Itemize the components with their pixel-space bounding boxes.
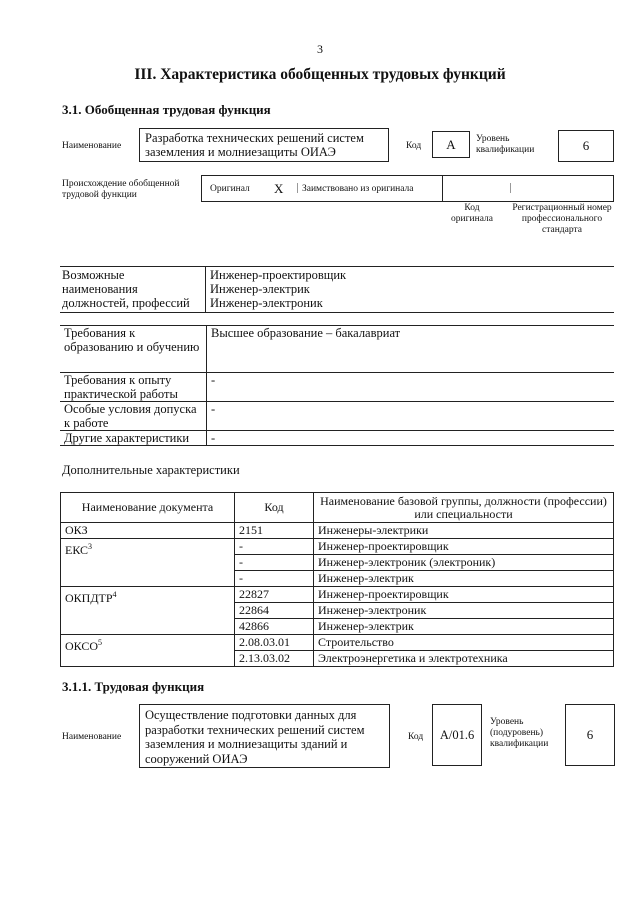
req-value: Высшее образование – бакалавриат (207, 326, 615, 373)
table-row (61, 523, 614, 539)
gtf-heading: 3.1. Обобщенная трудовая функция (62, 102, 271, 117)
doc-cell: ОКЗ (61, 523, 235, 539)
tf-name-value: Осуществление подготовки данных для разработки технических решений систем заземления и молниезащиты зданий и сооружений ОИАЭ (145, 708, 365, 766)
position-item: Инженер-электроник (210, 296, 323, 310)
name-cell: Инженер-проектировщик (314, 587, 614, 603)
req-value: - (207, 402, 615, 431)
code-cell: - (235, 571, 314, 587)
req-value: - (207, 431, 615, 446)
tf-level-label: Уровень (подуровень) квалификации (490, 717, 549, 749)
tf-code-label: Код (408, 732, 424, 742)
position-item: Инженер-проектировщик (210, 268, 347, 282)
name-cell: Инженер-электроник (электроник) (314, 555, 614, 571)
name-cell: Инженеры-электрики (314, 523, 614, 539)
gtf-level-box (558, 130, 614, 162)
positions-table (60, 266, 614, 313)
additional-heading: Дополнительные характеристики (62, 463, 240, 477)
tf-name-box (139, 704, 390, 768)
table-row (61, 635, 614, 651)
origin-table (201, 175, 614, 202)
req-label: Требования к образованию и обучению (60, 326, 207, 373)
tf-name-label: Наименование (62, 732, 122, 742)
col-name-header: Наименование базовой группы, должности (профессии) или специальности (314, 493, 614, 523)
borrowed-label: Заимствовано из оригинала (302, 184, 414, 194)
table-row (60, 402, 614, 431)
name-cell: Инженер-проектировщик (314, 539, 614, 555)
tf-code-box (432, 704, 482, 766)
doc-cell: ЕКС$^3$ (61, 539, 235, 587)
gtf-code-label: Код (406, 141, 422, 151)
gtf-code-value: A (446, 137, 456, 152)
table-row (60, 373, 614, 402)
req-label: Другие характеристики (60, 431, 207, 446)
code-cell: 42866 (235, 619, 314, 635)
code-cell: 2.13.03.02 (235, 651, 314, 667)
name-cell: Инженер-электрик (314, 571, 614, 587)
code-cell: 22864 (235, 603, 314, 619)
gtf-code-box (432, 131, 470, 158)
col-code-header: Код (235, 493, 314, 523)
name-cell: Электроэнергетика и электротехника (314, 651, 614, 667)
tf-code-value: A/01.6 (439, 728, 475, 742)
gtf-name-value: Разработка технических решений систем заземления и молниезащиты ОИАЭ (145, 131, 364, 159)
original-mark: X (274, 181, 284, 196)
original-label: Оригинал (210, 184, 250, 194)
positions-list (210, 268, 346, 310)
gtf-name-box (139, 128, 389, 162)
code-cell: - (235, 539, 314, 555)
code-original-caption: Код оригинала (451, 203, 493, 224)
position-item: Инженер-электрик (210, 282, 310, 296)
reg-number-caption: Регистрационный номер профессионального стандарта (512, 203, 612, 235)
code-cell: 2.08.03.01 (235, 635, 314, 651)
table-row (61, 493, 614, 523)
table-row (61, 539, 614, 555)
gtf-origin-label: Происхождение обобщенной трудовой функции (62, 179, 180, 200)
gtf-name-label: Наименование (62, 141, 122, 151)
table-row (60, 326, 614, 373)
requirements-table (60, 325, 614, 446)
tf-level-value: 6 (586, 727, 594, 742)
doc-cell: ОКПДТР$^4$ (61, 587, 235, 635)
positions-label: Возможные наименования должностей, профессий (62, 268, 190, 310)
page-number: 3 (317, 42, 323, 56)
name-cell: Инженер-электрик (314, 619, 614, 635)
req-label: Особые условия допуска к работе (60, 402, 207, 431)
req-label: Требования к опыту практической работы (60, 373, 207, 402)
tf-level-box (565, 704, 615, 766)
name-cell: Инженер-электроник (314, 603, 614, 619)
gtf-level-value: 6 (582, 138, 590, 153)
req-value: - (207, 373, 615, 402)
code-cell: - (235, 555, 314, 571)
table-row (60, 431, 614, 446)
code-cell: 2151 (235, 523, 314, 539)
col-doc-header: Наименование документа (61, 493, 235, 523)
name-cell: Строительство (314, 635, 614, 651)
doc-cell: ОКСО$^5$ (61, 635, 235, 667)
gtf-level-label: Уровень квалификации (476, 134, 535, 155)
additional-table (60, 492, 614, 667)
tf-heading: 3.1.1. Трудовая функция (62, 679, 205, 694)
section-title: III. Характеристика обобщенных трудовых функций (134, 66, 506, 83)
table-row (61, 587, 614, 603)
code-cell: 22827 (235, 587, 314, 603)
